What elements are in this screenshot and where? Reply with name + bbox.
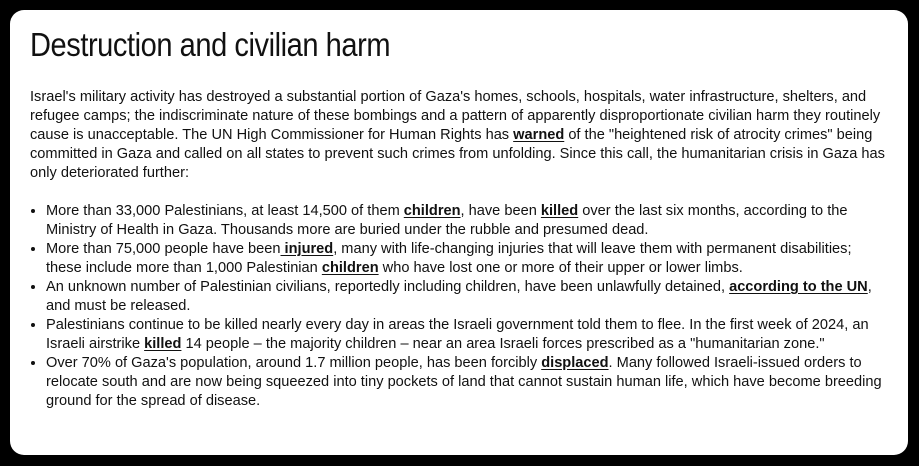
bullet-text: Palestinians continue to be killed nearly every day in areas the Israeli government told them to flee. In the first week of 2024, an Israeli airstrike <box>46 317 869 352</box>
bullet-text: 14 people – the majority children – near an area Israeli forces prescribed as a "humanitarian zone." <box>181 336 825 352</box>
displaced-link[interactable]: displaced <box>541 355 609 371</box>
list-item <box>46 240 890 278</box>
section-heading: Destruction and civilian harm <box>30 26 391 63</box>
list-item <box>46 278 890 316</box>
warned-link[interactable]: warned <box>513 127 565 143</box>
article-body <box>30 88 890 411</box>
list-item <box>46 316 890 354</box>
bullet-text: , many with life-changing injuries that will leave them with permanent disabilities; these include more than 1,000 Palestinian <box>46 241 852 276</box>
children-link[interactable]: children <box>321 260 379 276</box>
according-to-un-link[interactable]: according to the UN <box>729 279 868 295</box>
content-card <box>10 10 908 455</box>
intro-text: of the "heightened risk of atrocity crimes" being committed in Gaza and called on all states to prevent such crimes from unfolding. Since this call, the humanitarian crisis in Gaza has only deteriorated further: <box>30 127 885 181</box>
bullet-text: , have been <box>460 203 541 219</box>
bullet-list <box>30 202 890 411</box>
children-link[interactable]: children <box>403 203 461 219</box>
bullet-text: over the last six months, according to the Ministry of Health in Gaza. Thousands more are buried under the rubble and presumed dead. <box>46 203 848 238</box>
bullet-text: Over 70% of Gaza's population, around 1.7 million people, has been forcibly <box>46 355 542 371</box>
killed-link[interactable]: killed <box>540 203 579 219</box>
bullet-text: , and must be released. <box>46 279 872 314</box>
intro-text: Israel's military activity has destroyed a substantial portion of Gaza's homes, schools, hospitals, water infrastructure, shelters, and refugee camps; the indiscriminate nature of these bombings and a pattern of apparently disproportionate civilian harm they routinely cause is unacceptable. The UN High Commissioner for Human Rights has <box>30 89 881 143</box>
list-item <box>46 354 890 411</box>
bullet-text: More than 33,000 Palestinians, at least 14,500 of them <box>46 203 404 219</box>
list-item <box>46 202 890 240</box>
killed-link[interactable]: killed <box>144 336 182 352</box>
bullet-text: An unknown number of Palestinian civilians, reportedly including children, have been unlawfully detained, <box>46 279 730 295</box>
bullet-text: who have lost one or more of their upper or lower limbs. <box>378 260 743 276</box>
bullet-text: . Many followed Israeli-issued orders to relocate south and are now being squeezed into tiny pockets of land that cannot sustain human life, which have become breeding ground for the spread of disease. <box>46 355 882 409</box>
injured-link[interactable]: injured <box>280 241 334 257</box>
intro-paragraph <box>30 88 890 183</box>
bullet-text: More than 75,000 people have been <box>46 241 281 257</box>
